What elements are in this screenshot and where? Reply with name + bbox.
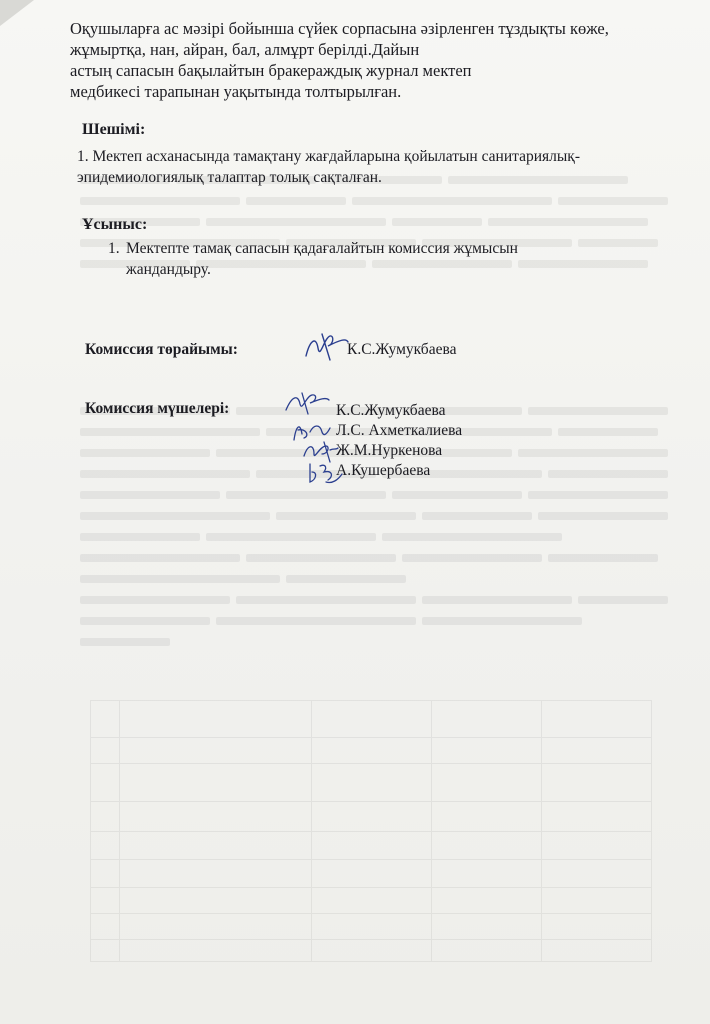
recommendation-list	[108, 238, 668, 280]
member-name: А.Кушербаева	[336, 462, 431, 479]
recommendation-number: 1.	[108, 240, 120, 257]
recommendation-item	[108, 238, 668, 280]
decision-heading: Шешімі:	[82, 121, 146, 138]
folded-corner	[0, 0, 34, 26]
decision-line: 1. Мектеп асханасында тамақтану жағдайларына қойылатын санитариялық-	[77, 148, 581, 165]
members-label: Комиссия мүшелері:	[85, 400, 230, 417]
chair-label: Комиссия төрайымы:	[85, 341, 238, 358]
recommendation-heading: Ұсыныс:	[82, 216, 148, 233]
decision-line: эпидемиологиялық талаптар толық сақталған.	[77, 169, 382, 186]
member-signature-1	[282, 390, 332, 416]
bleed-through-background	[80, 170, 680, 1010]
member-name: Ж.М.Нуркенова	[336, 442, 443, 459]
chair-signature	[300, 330, 352, 366]
intro-line: медбикесі тарапынан уақытында толтырылған.	[70, 82, 402, 101]
bleed-through-table	[90, 700, 652, 962]
member-name: Л.С. Ахметкалиева	[336, 422, 463, 439]
intro-line: жұмыртқа, нан, айран, бал, алмұрт берілді.Дайын	[70, 40, 420, 59]
intro-line: Оқушыларға ас мәзірі бойынша сүйек сорпасына әзірленген тұздықты көже,	[70, 19, 609, 38]
intro-paragraph	[70, 18, 690, 102]
decision-text	[77, 146, 677, 188]
chair-name: К.С.Жумукбаева	[347, 341, 457, 358]
recommendation-line: Мектепте тамақ сапасын қадағалайтын комиссия жұмысын	[126, 240, 518, 257]
recommendation-line: жандандыру.	[126, 261, 211, 278]
member-name: К.С.Жумукбаева	[336, 402, 446, 419]
intro-line: астың сапасын бақылайтын бракераждық журнал мектеп	[70, 61, 472, 80]
